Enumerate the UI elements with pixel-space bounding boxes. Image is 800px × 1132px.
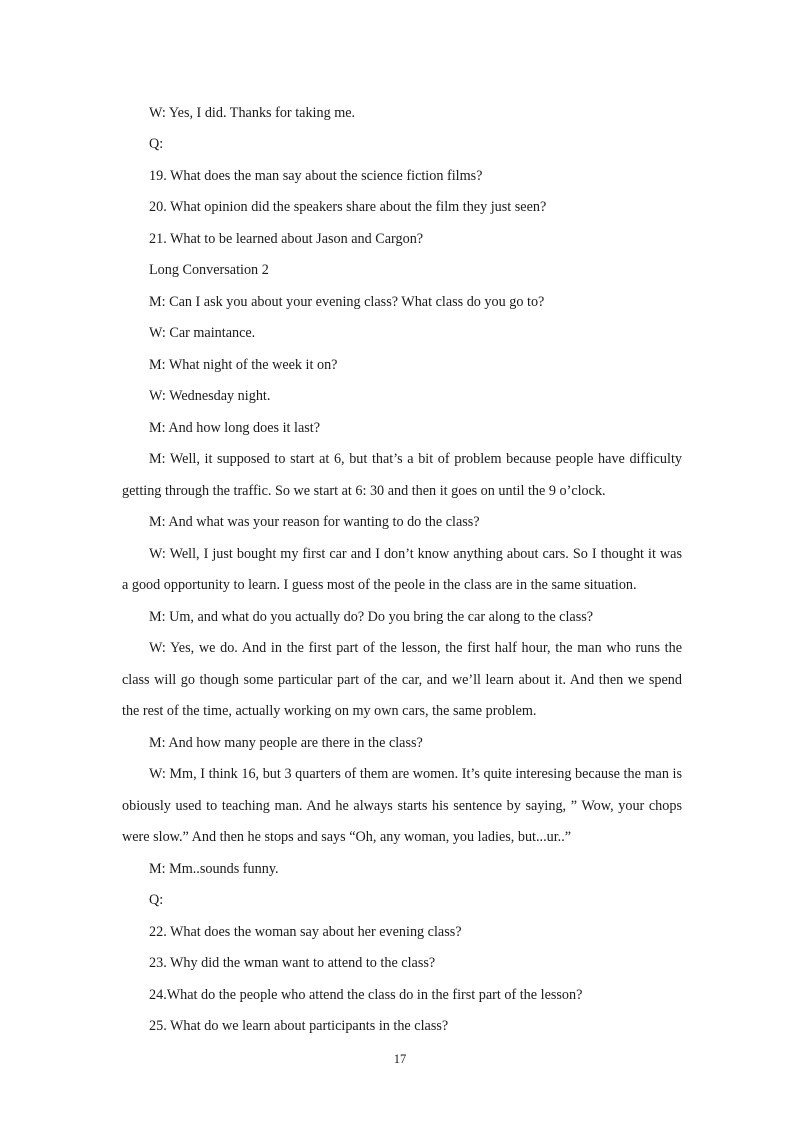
question-20: 20. What opinion did the speakers share about the film they just seen? — [149, 199, 547, 215]
dialogue-line: M: And what was your reason for wanting to do the class? — [149, 514, 480, 530]
dialogue-line: M: Um, and what do you actually do? Do you bring the car along to the class? — [149, 609, 594, 625]
dialogue-line: M: And how long does it last? — [149, 420, 321, 436]
dialogue-line: M: Mm..sounds funny. — [149, 861, 279, 877]
questions-heading: Q: — [149, 136, 164, 152]
question-24: 24.What do the people who attend the class do in the first part of the lesson? — [149, 987, 583, 1003]
dialogue-line: M: What night of the week it on? — [149, 357, 338, 373]
question-25: 25. What do we learn about participants in the class? — [149, 1018, 449, 1034]
question-23: 23. Why did the wman want to attend to the class? — [149, 955, 436, 971]
dialogue-line-continued: getting through the traffic. So we start at 6: 30 and then it goes on until the 9 o’clock. — [122, 483, 606, 499]
page-number: 17 — [393, 1052, 407, 1066]
dialogue-line-continued: a good opportunity to learn. I guess most of the peole in the class are in the same situation. — [122, 577, 637, 593]
questions-heading: Q: — [149, 892, 164, 908]
dialogue-line: W: Yes, I did. Thanks for taking me. — [149, 105, 356, 121]
dialogue-line: W: Well, I just bought my first car and I don’t know anything about cars. So I thought it was — [149, 546, 682, 562]
dialogue-line: M: Well, it supposed to start at 6, but that’s a bit of problem because people have difficulty — [149, 451, 682, 467]
dialogue-line-continued: obiously used to teaching man. And he always starts his sentence by saying, ” Wow, your chops — [122, 798, 682, 814]
dialogue-line: W: Mm, I think 16, but 3 quarters of them are women. It’s quite interesing because the man is — [149, 766, 682, 782]
question-22: 22. What does the woman say about her evening class? — [149, 924, 462, 940]
dialogue-line: W: Yes, we do. And in the first part of the lesson, the first half hour, the man who runs the — [149, 640, 682, 656]
dialogue-line-continued: class will go though some particular part of the car, and we’ll learn about it. And then we spend — [122, 672, 682, 688]
question-19: 19. What does the man say about the science fiction films? — [149, 168, 483, 184]
dialogue-line: W: Wednesday night. — [149, 388, 271, 404]
dialogue-line: M: Can I ask you about your evening class? What class do you go to? — [149, 294, 545, 310]
dialogue-line-continued: the rest of the time, actually working on my own cars, the same problem. — [122, 703, 537, 719]
dialogue-line: W: Car maintance. — [149, 325, 256, 341]
dialogue-line: M: And how many people are there in the class? — [149, 735, 423, 751]
section-heading: Long Conversation 2 — [149, 262, 269, 278]
question-21: 21. What to be learned about Jason and Cargon? — [149, 231, 424, 247]
dialogue-line-continued: were slow.” And then he stops and says “Oh, any woman, you ladies, but...ur..” — [122, 829, 572, 845]
